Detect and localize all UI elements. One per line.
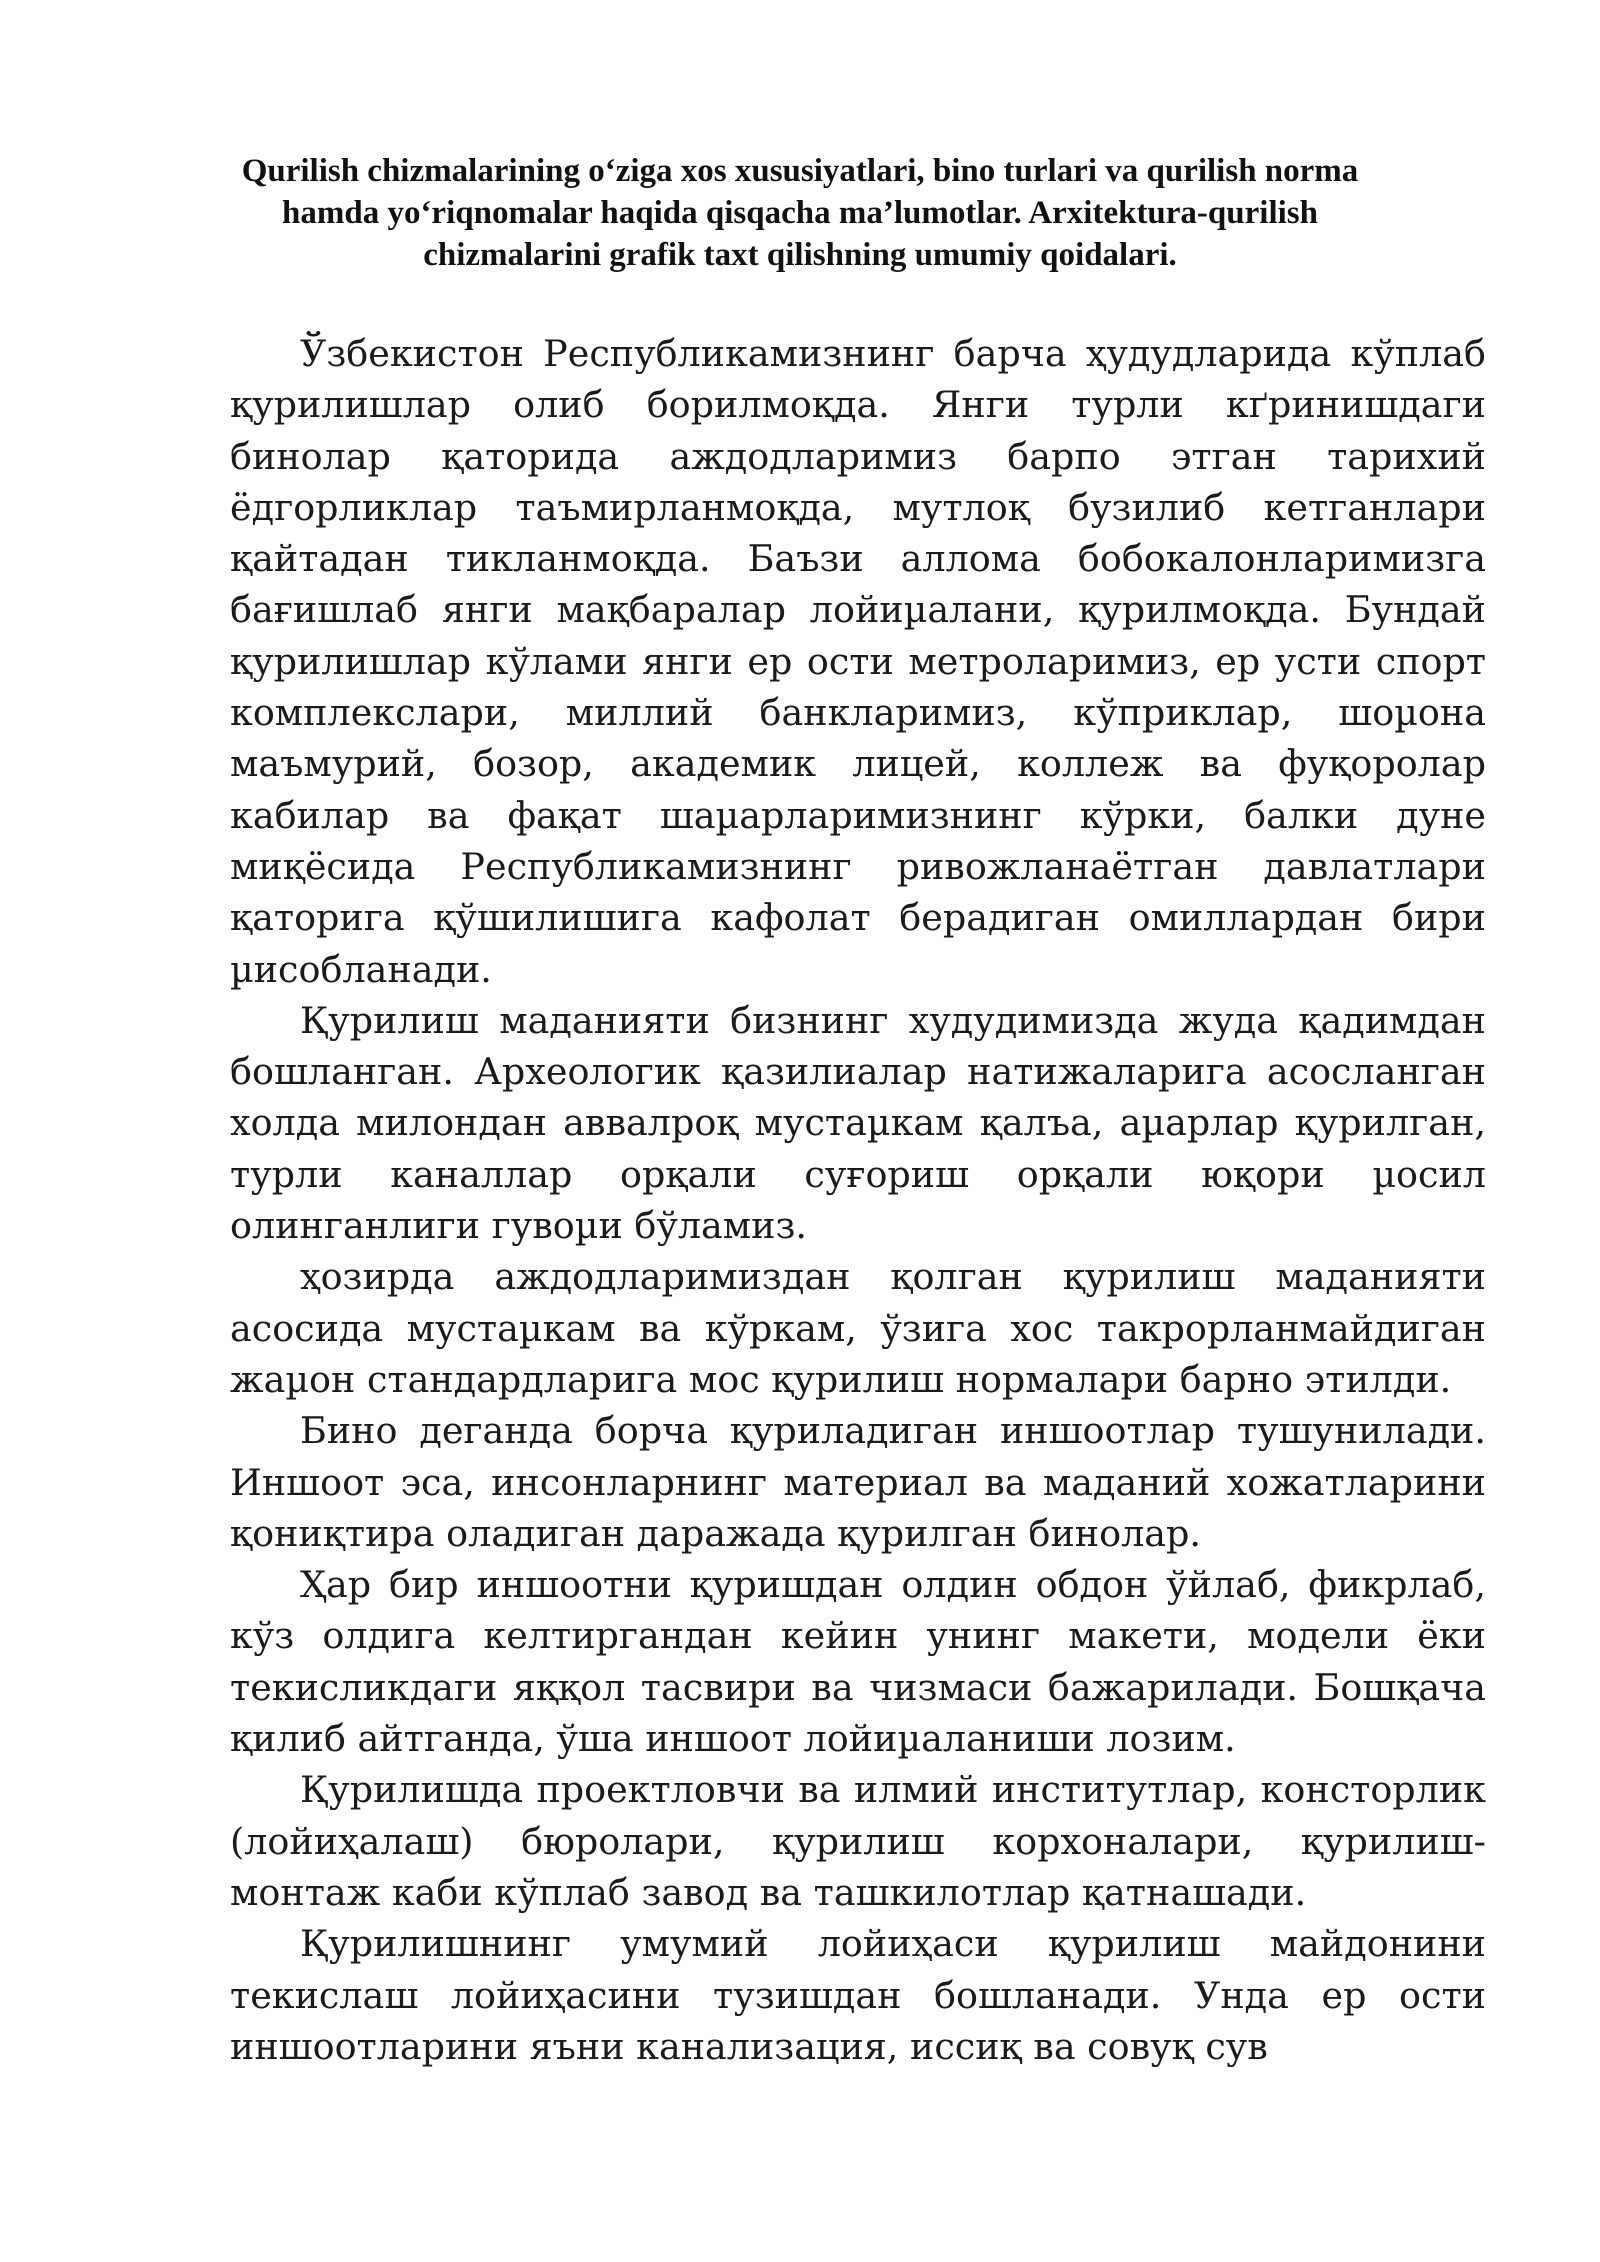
document-body (230, 328, 1486, 2072)
paragraph-4: Бино деганда борча қуриладиган иншоотлар тушунилади. Иншоот эса, инсонларнинг материал ва маданий хожатларини қониқтира оладиган даражада қурилган бинолар. (230, 1409, 1486, 1555)
paragraph-3: ҳозирда аждодларимиздан қолган қурилиш маданияти асосида мустаµкам ва кўркам, ўзига хос такрорланмайдиган жаµон стандардларига мос қурилиш нормалари барно этилди. (230, 1255, 1486, 1401)
document-title: Qurilish chizmalarining o‘ziga xos xususiyatlari, bino turlari va qurilish norma hamda yo‘riqnomalar haqida qisqacha ma’lumotlar. Arxitektura-qurilish chizmalarini grafik taxt qilishning umumiy qoidalari. (241, 153, 1359, 273)
paragraph-1: Ўзбекистон Республикамизнинг барча ҳудудларида кўплаб қурилишлар олиб борилмоқда. Янги турли кґринишдаги бинолар қаторида аждодларимиз барпо этган тарихий ёдгорликлар таъмирланмоқда, мутлоқ бузилиб кетганлари қайтадан тикланмоқда. Баъзи аллома бобокалонларимизга бағишлаб янги мақбаралар лойиµалани, қурилмоқда. Бундай қурилишлар кўлами янги ер ости метроларимиз, ер усти спорт комплекслари, миллий банкларимиз, кўприклар, шоµона маъмурий, бозор, академик лицей, коллеж ва фуқоролар кабилар ва фақат шаµарларимизнинг кўрки, балки дуне миқёсида Республикамизнинг ривожланаётган давлатлари қаторига қўшилишига кафолат берадиган омиллардан бири µисобланади. (230, 332, 1486, 991)
paragraph-7: Қурилишнинг умумий лойиҳаси қурилиш майдонини текислаш лойиҳасини тузишдан бошланади. Унда ер ости иншоотларини яъни канализация, иссиқ ва совуқ сув (230, 1922, 1486, 2068)
paragraph-6: Қурилишда проектловчи ва илмий институтлар, консторлик (лойиҳалаш) бюролари, қурилиш корхоналари, қурилиш-монтаж каби кўплаб завод ва ташкилотлар қатнашади. (230, 1768, 1486, 1914)
paragraph-2: Қурилиш маданияти бизнинг худудимизда жуда қадимдан бошланган. Археологик қазилиалар натижаларига асосланган холда милондан аввалроқ мустаµкам қалъа, аµарлар қурилган, турли каналлар орқали суғориш орқали юқори µосил олинганлиги гувоµи бўламиз. (230, 998, 1486, 1248)
paragraph-5: Ҳар бир иншоотни қуришдан олдин обдон ўйлаб, фикрлаб, кўз олдига келтиргандан кейин унинг макети, модели ёки текисликдаги яққол тасвири ва чизмаси бажарилади. Бошқача қилиб айтганда, ўша иншоот лойиµаланиши лозим. (230, 1563, 1486, 1761)
